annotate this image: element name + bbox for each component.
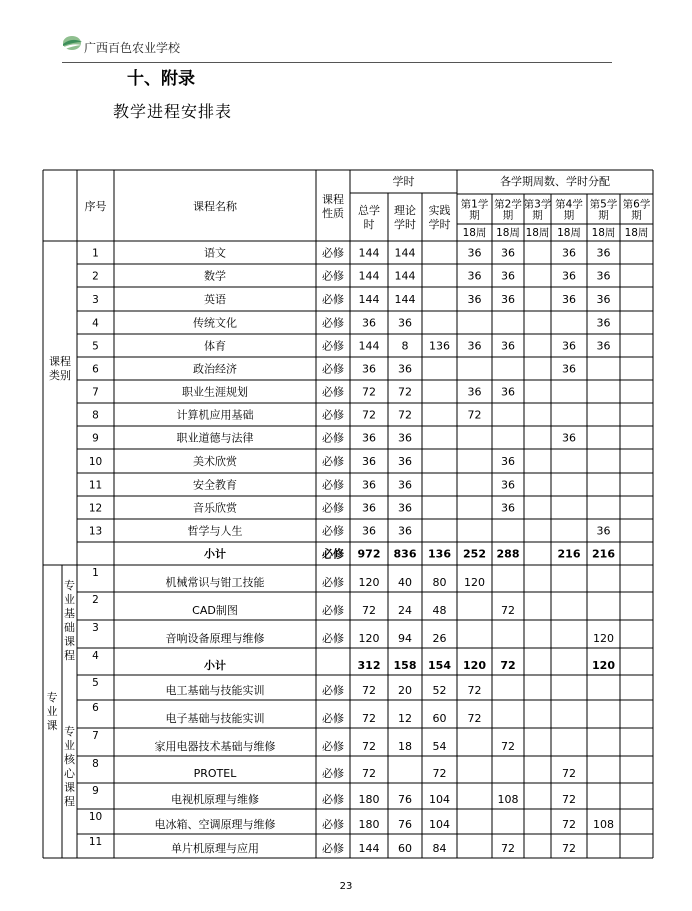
row-course-name: 语文 xyxy=(204,246,226,260)
row-semester-1-hours: 72 xyxy=(467,408,482,422)
group-professional-core: 课 xyxy=(64,781,75,794)
row-course-nature: 必修 xyxy=(322,431,344,445)
row-course-nature: 必修 xyxy=(322,524,344,538)
row-course-name: 体育 xyxy=(204,339,226,353)
header-semester-2: 第2学 xyxy=(494,198,522,211)
row-total-hours: 144 xyxy=(358,842,380,855)
row-semester-1-hours: 36 xyxy=(467,293,482,306)
row-course-name: 安全教育 xyxy=(193,478,237,492)
group-professional-base: 基 xyxy=(64,607,75,620)
row-course-name: 电子基础与技能实训 xyxy=(165,712,265,725)
header-weeks-1: 18周 xyxy=(462,227,487,239)
row-total-hours: 72 xyxy=(362,408,376,422)
row-practice-hours: 52 xyxy=(432,684,447,697)
group-professional: 业 xyxy=(46,705,58,718)
header-semester-3: 期 xyxy=(532,209,543,222)
row-practice-hours: 84 xyxy=(432,842,447,855)
header-weeks-4: 18周 xyxy=(557,227,581,239)
row-theory-hours: 36 xyxy=(398,431,412,445)
row-course-nature: 必修 xyxy=(322,455,344,468)
row-course-name: CAD制图 xyxy=(192,604,238,617)
row-seq: 11 xyxy=(88,479,103,492)
row-course-name: 传统文化 xyxy=(193,316,237,330)
row-seq: 12 xyxy=(88,502,103,515)
row-total-hours: 36 xyxy=(362,316,376,330)
row-course-nature: 必修 xyxy=(322,408,344,422)
row-seq: 10 xyxy=(88,811,103,823)
page-number: 23 xyxy=(339,881,353,892)
row-seq: 8 xyxy=(92,409,99,422)
row-semester-4-hours: 72 xyxy=(562,818,576,831)
row-total-hours: 72 xyxy=(362,712,376,725)
row-seq: 1 xyxy=(92,247,99,260)
row-total-hours: 36 xyxy=(362,455,376,468)
row-semester-2-hours: 72 xyxy=(501,842,515,855)
row-theory-hours: 144 xyxy=(394,246,416,260)
row-seq: 2 xyxy=(92,270,99,283)
header-semester-5: 第5学 xyxy=(589,198,618,211)
row-theory-hours: 144 xyxy=(394,293,416,306)
group-course-category: 课程 xyxy=(49,355,71,368)
row-semester-1-hours: 120 xyxy=(463,659,486,672)
row-semester-1-hours: 36 xyxy=(467,339,482,353)
row-course-name: 职业生涯规划 xyxy=(182,385,248,399)
header-semester-1: 期 xyxy=(469,209,480,222)
row-course-nature: 必修 xyxy=(322,316,344,330)
row-course-name: 电工基础与技能实训 xyxy=(165,684,265,697)
row-semester-5-hours: 216 xyxy=(592,547,615,561)
row-semester-2-hours: 36 xyxy=(501,385,515,399)
row-total-hours: 72 xyxy=(362,385,376,399)
row-theory-hours: 36 xyxy=(398,501,412,515)
header-theory-hours: 学时 xyxy=(394,218,416,231)
row-course-nature: 必修 xyxy=(322,842,344,855)
group-professional-core: 程 xyxy=(64,795,75,808)
row-seq: 2 xyxy=(92,594,99,606)
row-seq: 7 xyxy=(92,386,99,399)
row-theory-hours: 836 xyxy=(393,547,417,561)
row-semester-4-hours: 36 xyxy=(562,362,576,376)
row-seq: 13 xyxy=(88,525,103,538)
row-course-name: 政治经济 xyxy=(193,362,237,376)
table-title: 教学进程安排表 xyxy=(113,102,233,121)
row-course-name: 音响设备原理与维修 xyxy=(165,632,265,645)
row-theory-hours: 20 xyxy=(398,684,412,697)
row-course-name: 数学 xyxy=(204,269,226,283)
row-seq: 6 xyxy=(92,363,99,376)
row-semester-4-hours: 36 xyxy=(562,269,576,283)
row-semester-5-hours: 108 xyxy=(593,818,614,831)
row-semester-4-hours: 72 xyxy=(562,842,576,855)
row-seq: 1 xyxy=(92,567,99,579)
header-course-name: 课程名称 xyxy=(193,200,237,213)
row-total-hours: 36 xyxy=(362,362,376,376)
row-semester-2-hours: 36 xyxy=(501,478,515,492)
row-seq: 5 xyxy=(92,340,99,353)
header-course-nature: 性质 xyxy=(322,207,344,220)
row-semester-5-hours: 120 xyxy=(592,659,615,672)
row-semester-2-hours: 36 xyxy=(501,501,515,515)
row-semester-5-hours: 36 xyxy=(596,269,611,283)
row-theory-hours: 12 xyxy=(398,712,412,725)
row-course-nature: 必修 xyxy=(322,684,344,697)
group-professional-base: 程 xyxy=(64,649,75,662)
row-seq: 10 xyxy=(88,456,103,468)
row-semester-4-hours: 36 xyxy=(562,431,576,445)
row-theory-hours: 72 xyxy=(398,385,412,399)
row-total-hours: 72 xyxy=(362,604,376,617)
row-theory-hours: 8 xyxy=(401,339,409,353)
row-semester-5-hours: 36 xyxy=(596,246,611,260)
row-semester-2-hours: 36 xyxy=(501,339,515,353)
row-course-nature: 必修 xyxy=(322,385,344,399)
group-professional: 课 xyxy=(46,719,58,732)
row-course-nature: 必修 xyxy=(322,246,344,260)
row-practice-hours: 26 xyxy=(432,632,447,645)
row-course-name: 计算机应用基础 xyxy=(176,408,254,422)
row-semester-4-hours: 36 xyxy=(562,246,576,260)
row-seq: 7 xyxy=(92,730,99,742)
row-total-hours: 144 xyxy=(358,293,380,306)
row-total-hours: 36 xyxy=(362,431,376,445)
row-semester-4-hours: 72 xyxy=(562,767,576,780)
row-seq: 6 xyxy=(92,702,99,714)
group-professional-base: 专 xyxy=(64,579,75,592)
row-seq: 9 xyxy=(92,432,99,445)
header-weeks-3: 18周 xyxy=(525,227,550,239)
row-theory-hours: 158 xyxy=(393,659,417,672)
row-seq: 4 xyxy=(92,650,99,662)
row-theory-hours: 36 xyxy=(398,455,412,468)
row-total-hours: 72 xyxy=(362,767,376,780)
row-theory-hours: 76 xyxy=(398,793,412,806)
row-theory-hours: 36 xyxy=(398,524,412,538)
group-professional: 专 xyxy=(46,691,58,704)
header-total-hours: 时 xyxy=(363,218,375,231)
group-professional-base: 础 xyxy=(64,621,75,634)
row-theory-hours: 40 xyxy=(398,576,412,589)
row-course-name: 音乐欣赏 xyxy=(193,501,237,515)
group-professional-base: 业 xyxy=(64,593,75,606)
row-semester-1-hours: 36 xyxy=(467,385,482,399)
header-total-hours: 总学 xyxy=(358,204,380,217)
group-professional-base: 课 xyxy=(64,635,75,648)
row-course-name: 小计 xyxy=(204,547,226,561)
row-semester-2-hours: 72 xyxy=(500,659,516,672)
row-semester-1-hours: 72 xyxy=(467,684,482,697)
row-semester-2-hours: 72 xyxy=(501,604,515,617)
row-theory-hours: 60 xyxy=(398,842,412,855)
row-course-nature: 必修 xyxy=(322,712,344,725)
row-semester-1-hours: 72 xyxy=(467,712,482,725)
row-total-hours: 120 xyxy=(358,576,380,589)
row-course-name: PROTEL xyxy=(193,767,237,780)
row-semester-2-hours: 36 xyxy=(501,246,515,260)
header-semester-4: 第4学 xyxy=(555,198,583,211)
group-professional-core: 核 xyxy=(64,753,75,766)
row-theory-hours: 36 xyxy=(398,478,412,492)
row-practice-hours: 154 xyxy=(428,659,451,672)
header-practice-hours: 学时 xyxy=(428,218,451,231)
header-weeks-6: 18周 xyxy=(624,227,649,239)
row-semester-4-hours: 72 xyxy=(562,793,576,806)
row-practice-hours: 72 xyxy=(432,767,447,780)
header-weeks-5: 18周 xyxy=(591,227,616,239)
row-course-name: 家用电器技术基础与维修 xyxy=(154,740,276,753)
row-semester-4-hours: 36 xyxy=(562,293,576,306)
row-total-hours: 72 xyxy=(362,740,376,753)
row-course-nature: 必修 xyxy=(322,767,344,780)
row-practice-hours: 48 xyxy=(432,604,447,617)
group-course-category: 类别 xyxy=(49,369,71,382)
row-seq: 4 xyxy=(92,317,99,330)
row-course-name: 小计 xyxy=(204,659,226,672)
row-semester-1-hours: 120 xyxy=(464,576,485,589)
row-course-name: 哲学与人生 xyxy=(187,524,243,538)
row-course-name: 单片机原理与应用 xyxy=(171,842,259,855)
row-semester-4-hours: 216 xyxy=(557,547,581,561)
row-course-name: 机械常识与钳工技能 xyxy=(165,576,265,589)
header-semester-4: 期 xyxy=(563,209,575,222)
row-practice-hours: 104 xyxy=(429,793,450,806)
row-course-nature: 必修 xyxy=(322,740,344,753)
header-practice-hours: 实践 xyxy=(428,204,451,217)
header-semester-2: 期 xyxy=(502,209,514,222)
row-practice-hours: 104 xyxy=(429,818,450,831)
header-seq: 序号 xyxy=(84,200,107,213)
row-total-hours: 36 xyxy=(362,501,376,515)
row-seq: 11 xyxy=(88,836,103,848)
row-course-name: 英语 xyxy=(204,293,226,306)
row-practice-hours: 136 xyxy=(428,547,451,561)
group-professional-core: 业 xyxy=(64,739,75,752)
row-semester-1-hours: 36 xyxy=(467,246,482,260)
row-theory-hours: 36 xyxy=(398,316,412,330)
row-course-nature: 必修 xyxy=(322,269,344,283)
header-semester-6: 期 xyxy=(631,209,642,222)
row-semester-5-hours: 36 xyxy=(596,316,611,330)
header-hours: 学时 xyxy=(392,175,415,188)
row-semester-2-hours: 288 xyxy=(496,547,520,561)
row-semester-2-hours: 72 xyxy=(501,740,515,753)
row-theory-hours: 18 xyxy=(398,740,412,753)
header-semester-1: 第1学 xyxy=(460,198,489,211)
row-theory-hours: 72 xyxy=(398,408,412,422)
header-theory-hours: 理论 xyxy=(394,204,416,217)
row-course-name: 电冰箱、空调原理与维修 xyxy=(154,818,276,831)
row-practice-hours: 80 xyxy=(432,576,447,589)
row-seq: 5 xyxy=(92,677,99,689)
row-course-nature: 必修 xyxy=(322,576,344,589)
section-title: 十、附录 xyxy=(127,69,195,89)
row-course-nature: 必修 xyxy=(322,478,344,492)
row-total-hours: 120 xyxy=(358,632,380,645)
row-course-name: 电视机原理与维修 xyxy=(171,793,259,806)
row-semester-1-hours: 36 xyxy=(467,269,482,283)
header-course-nature: 课程 xyxy=(322,193,344,206)
row-semester-2-hours: 108 xyxy=(497,793,519,806)
row-semester-5-hours: 36 xyxy=(596,524,611,538)
row-total-hours: 36 xyxy=(362,524,376,538)
row-total-hours: 144 xyxy=(358,339,380,353)
row-total-hours: 144 xyxy=(358,246,380,260)
row-semester-1-hours: 252 xyxy=(463,547,486,561)
row-course-name: 美术欣赏 xyxy=(193,455,237,468)
row-course-nature: 必修 xyxy=(322,547,344,561)
row-course-name: 职业道德与法律 xyxy=(176,431,254,445)
row-course-nature: 必修 xyxy=(322,793,344,806)
row-semester-5-hours: 120 xyxy=(593,632,614,645)
row-total-hours: 312 xyxy=(357,659,381,672)
header-semester-3: 第3学 xyxy=(523,198,552,211)
header-weeks-2: 18周 xyxy=(496,227,520,239)
group-professional-core: 心 xyxy=(64,767,75,780)
row-seq: 3 xyxy=(92,294,99,306)
row-total-hours: 180 xyxy=(358,793,380,806)
row-seq: 8 xyxy=(92,758,99,770)
row-course-nature: 必修 xyxy=(322,632,344,645)
row-theory-hours: 94 xyxy=(398,632,412,645)
row-total-hours: 72 xyxy=(362,684,376,697)
row-theory-hours: 36 xyxy=(398,362,412,376)
school-name: 广西百色农业学校 xyxy=(84,41,181,55)
row-semester-2-hours: 36 xyxy=(501,269,515,283)
row-theory-hours: 24 xyxy=(398,604,412,617)
row-total-hours: 972 xyxy=(357,547,381,561)
row-practice-hours: 136 xyxy=(429,339,450,353)
row-course-nature: 必修 xyxy=(322,293,344,306)
group-professional-core: 专 xyxy=(64,725,75,738)
row-seq: 9 xyxy=(92,785,99,797)
row-semester-4-hours: 36 xyxy=(562,339,576,353)
row-total-hours: 36 xyxy=(362,478,376,492)
header-semester-6: 第6学 xyxy=(622,198,651,211)
row-total-hours: 180 xyxy=(358,818,380,831)
row-semester-5-hours: 36 xyxy=(596,339,611,353)
row-course-nature: 必修 xyxy=(322,501,344,515)
header-semester-distribution: 各学期周数、学时分配 xyxy=(500,175,610,188)
row-theory-hours: 76 xyxy=(398,818,412,831)
row-course-nature: 必修 xyxy=(322,362,344,376)
row-course-nature: 必修 xyxy=(322,604,344,617)
row-total-hours: 144 xyxy=(358,269,380,283)
row-seq: 3 xyxy=(92,622,99,634)
row-course-nature: 必修 xyxy=(322,818,344,831)
row-course-nature: 必修 xyxy=(322,339,344,353)
row-semester-5-hours: 36 xyxy=(596,293,611,306)
row-theory-hours: 144 xyxy=(394,269,416,283)
header-semester-5: 期 xyxy=(598,209,609,222)
row-semester-2-hours: 36 xyxy=(501,293,515,306)
row-practice-hours: 60 xyxy=(432,712,447,725)
row-semester-2-hours: 36 xyxy=(501,455,515,468)
row-practice-hours: 54 xyxy=(432,740,447,753)
